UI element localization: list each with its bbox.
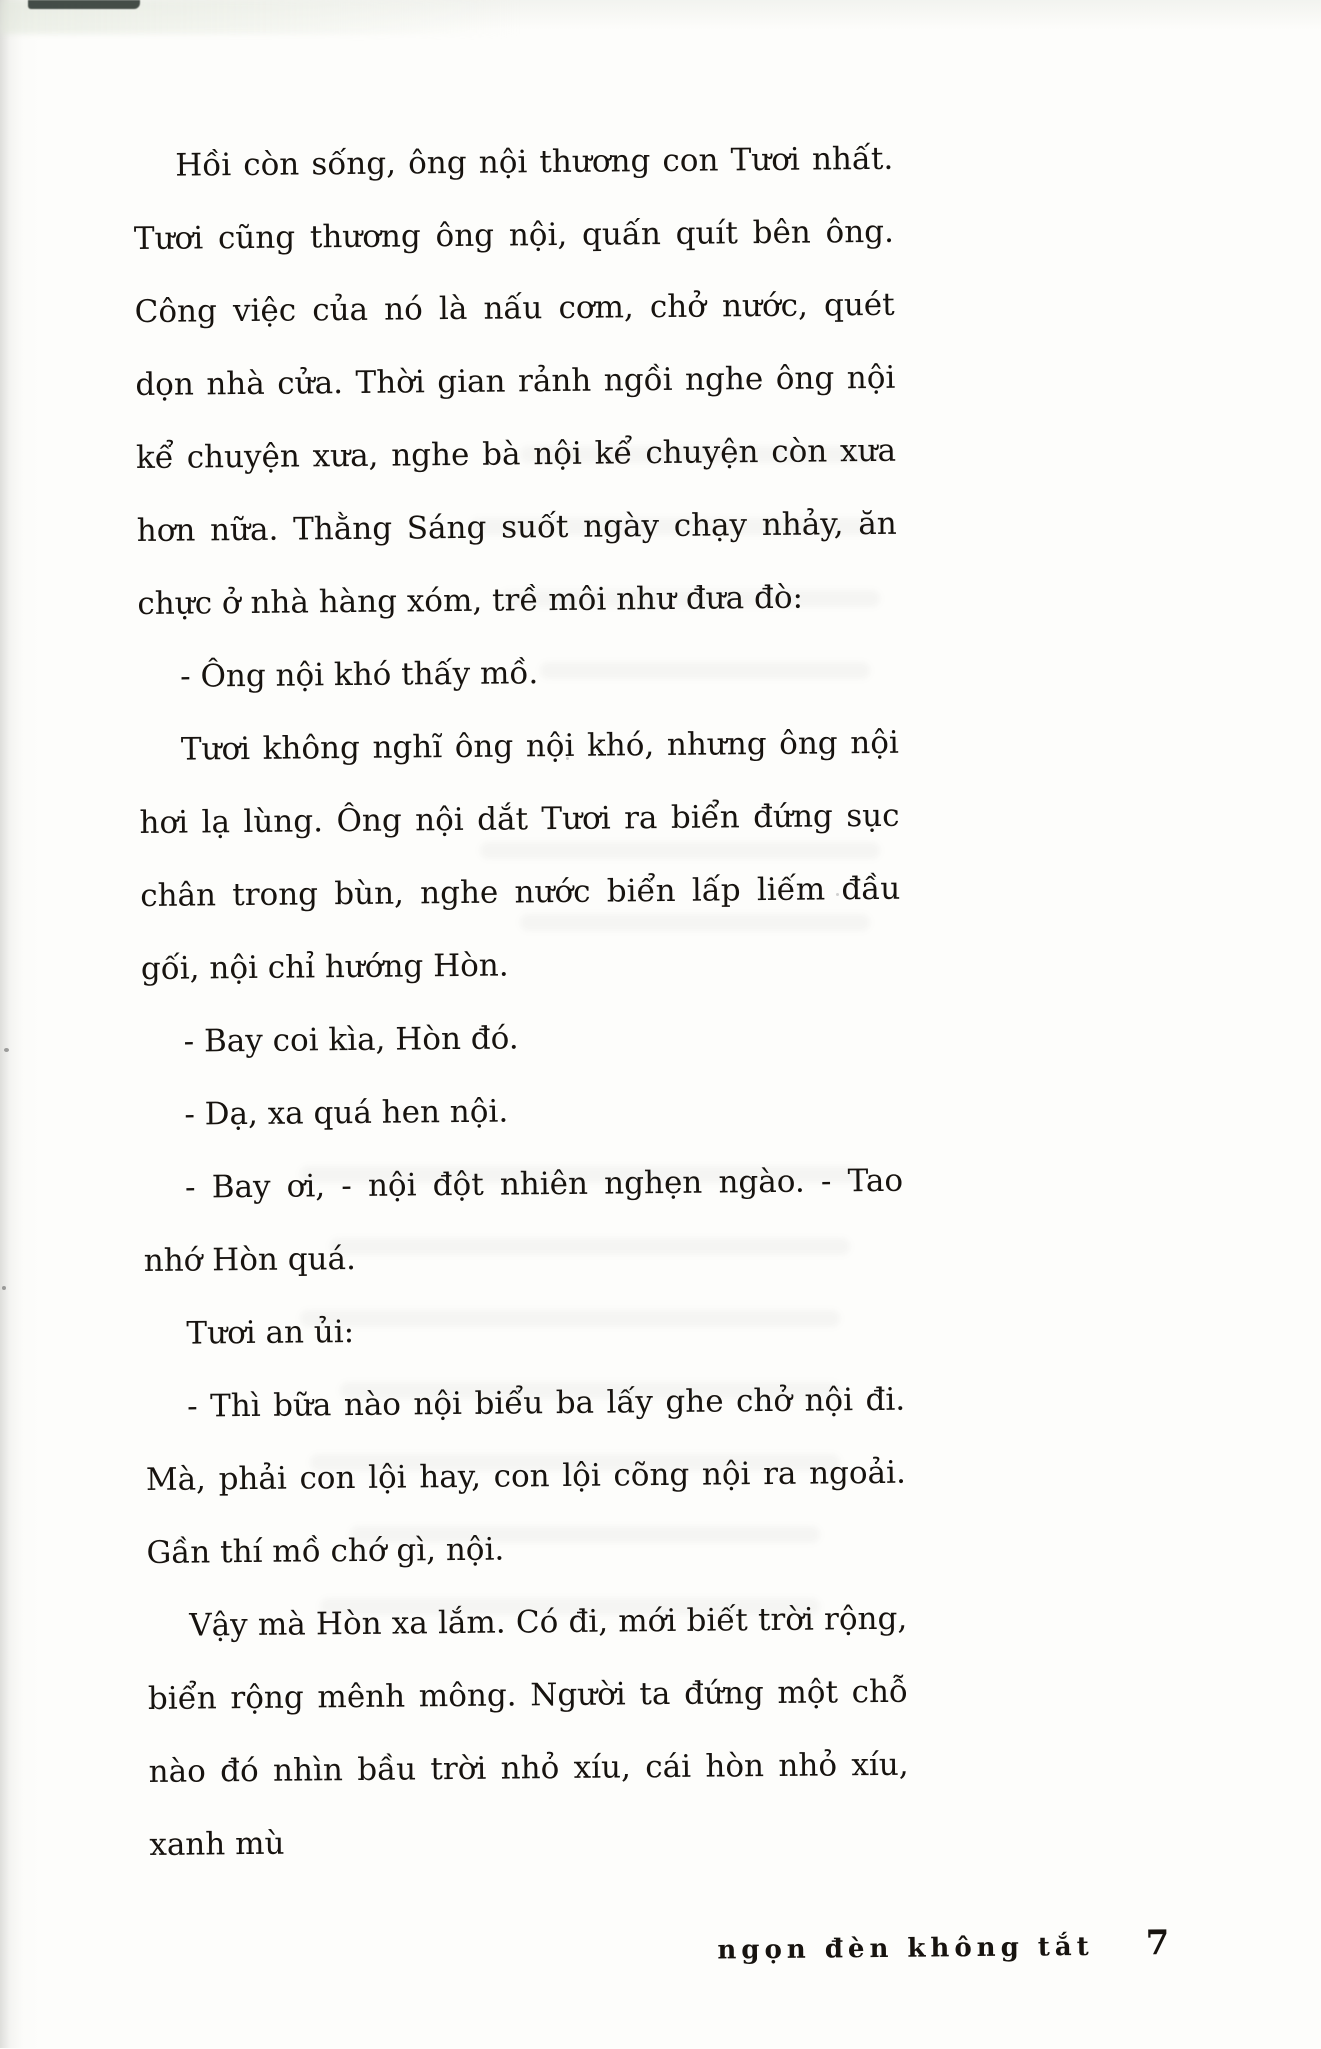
paragraph-dialogue: - Dạ, xa quá hen nội.: [184, 1093, 509, 1133]
body-text: [133, 123, 910, 1882]
page-number: 7: [1145, 1923, 1170, 1964]
page-footer: [717, 1923, 1177, 1967]
paragraph-dialogue: - Bay ơi, - nội đột nhiên nghẹn ngào. - Tao nhớ Hòn quá.: [143, 1162, 904, 1280]
paragraph-dialogue: - Ông nội khó thấy mồ.: [179, 655, 539, 695]
paragraph-narration: Tươi không nghĩ ông nội khó, nhưng ông nội hơi lạ lùng. Ông nội dắt Tươi ra biển đứng sục chân trong bùn, nghe nước biển lấp liếm đầu gối, nội chỉ hướng Hòn.: [139, 724, 901, 988]
paragraph-dialogue: - Bay coi kìa, Hòn đó.: [183, 1020, 519, 1060]
paragraph-narration: Tươi an ủi:: [186, 1314, 355, 1352]
paragraph-narration: Vậy mà Hòn xa lắm. Có đi, mới biết trời rộng, biển rộng mênh mông. Người ta đứng một chỗ nào đó nhìn bầu trời nhỏ xíu, cái hòn nhỏ xíu, xanh mù: [147, 1600, 909, 1863]
paragraph-dialogue: - Thì bữa nào nội biểu ba lấy ghe chở nội đi. Mà, phải con lội hay, con lội cõng nội ra ngoải. Gần thí mồ chớ gì, nội.: [145, 1381, 907, 1572]
ink-speck: [2, 1286, 6, 1290]
running-title: ngọn đèn không tắt: [717, 1931, 1094, 1966]
paragraph-narration: Hồi còn sống, ông nội thương con Tươi nhất. Tươi cũng thương ông nội, quấn quít bên ông. Công việc của nó là nấu cơm, chở nước, quét dọn nhà cửa. Thời gian rảnh ngồi nghe ông nội kể chuyện xưa, nghe bà nội kể chuyện còn xưa hơn nữa. Thằng Sáng suốt ngày chạy nhảy, ăn chực ở nhà hàng xóm, trề môi như đưa đò:: [133, 140, 897, 623]
